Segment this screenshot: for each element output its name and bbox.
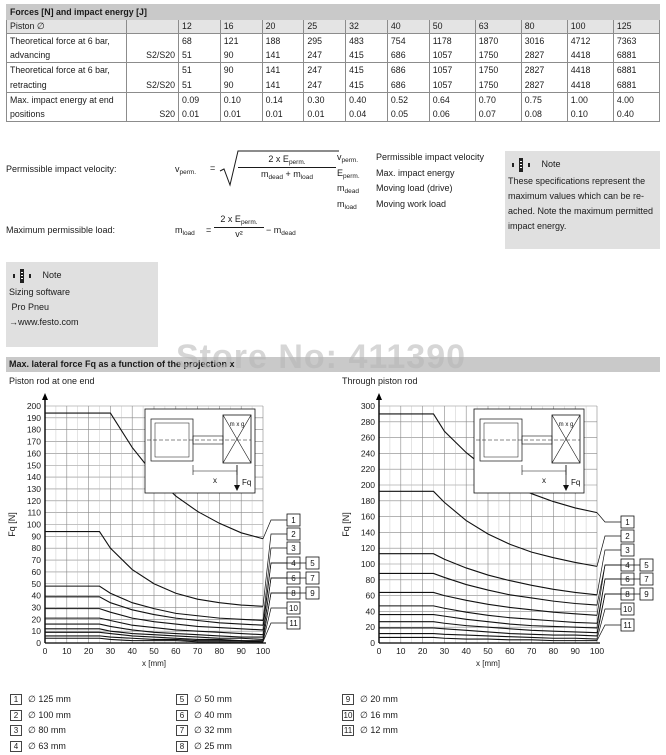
table-cell: 121 — [220, 34, 262, 49]
table-cell: 4.00 — [613, 92, 659, 107]
table-cell: 51 — [179, 48, 221, 63]
chart-section-title: Max. lateral force Fq as a function of the projection x — [6, 357, 660, 372]
max-load-label: Maximum permissible load: — [6, 225, 116, 235]
info-icon — [12, 269, 32, 283]
symbol-description: Max. impact energy — [376, 167, 455, 178]
piston-size: 125 — [613, 19, 659, 34]
y-axis-label: Fq [N] — [7, 512, 17, 537]
y-tick-label: 160 — [360, 511, 375, 522]
x-tick-label: 10 — [396, 646, 406, 656]
y-tick-label: 130 — [26, 483, 41, 494]
piston-size: 32 — [346, 19, 388, 34]
series-label: 6 — [625, 575, 630, 584]
callout-line — [597, 609, 621, 639]
y-tick-label: 20 — [31, 614, 41, 625]
table-cell: 0.09 — [179, 92, 221, 107]
table-cell: 686 — [387, 77, 429, 92]
series-label: 10 — [623, 605, 632, 614]
callout-line — [597, 513, 621, 522]
cylinder-diagram — [145, 409, 255, 493]
x-axis-label: x [mm] — [476, 659, 500, 668]
table-cell: 68 — [179, 34, 221, 49]
table-cell: 0.75 — [521, 92, 567, 107]
table-cell: 1057 — [429, 63, 475, 78]
table-cell: 247 — [304, 48, 346, 63]
table-cell: 6881 — [613, 63, 659, 78]
legend-item — [10, 724, 66, 738]
table-row — [7, 63, 660, 78]
table-cell: 686 — [387, 48, 429, 63]
table-cell: 0.08 — [521, 107, 567, 122]
legend-number: 4 — [10, 741, 22, 752]
note-header-right — [511, 157, 654, 172]
y-tick-label: 220 — [360, 464, 375, 475]
callout-line — [597, 594, 621, 633]
legend-label: ∅ 125 mm — [28, 694, 71, 704]
series-label: 4 — [291, 559, 296, 568]
table-cell: 0.01 — [179, 107, 221, 122]
y-tick-label: 70 — [31, 555, 41, 566]
legend-item — [10, 709, 71, 723]
x-tick-label: 40 — [127, 646, 137, 656]
y-tick-label: 90 — [31, 531, 41, 542]
x-tick-label: 20 — [83, 646, 94, 656]
note-line: maximum values which can be re- — [508, 191, 645, 202]
legend-number: 10 — [343, 710, 353, 720]
table-cell: 0.52 — [387, 92, 429, 107]
info-icon — [511, 158, 531, 172]
legend-label: ∅ 32 mm — [194, 725, 232, 735]
x-axis-label: x [mm] — [142, 659, 166, 668]
series-label: 8 — [291, 589, 296, 598]
table-cell: 0.05 — [387, 107, 429, 122]
table-cell: 247 — [304, 77, 346, 92]
equals-sign-2: = — [206, 225, 212, 235]
legend-item — [10, 693, 71, 707]
legend-item — [342, 693, 398, 707]
x-tick-label: 90 — [570, 646, 580, 656]
note-body-right — [508, 174, 654, 234]
y-tick-label: 140 — [360, 527, 375, 538]
series-label: 7 — [310, 574, 315, 583]
x-tick-label: 80 — [548, 646, 559, 656]
legend-number: 5 — [176, 694, 188, 705]
table-cell: 4418 — [567, 48, 613, 63]
x-tick-label: 100 — [255, 646, 271, 656]
max-load-fraction — [214, 214, 264, 239]
x-tick-label: 40 — [461, 646, 471, 656]
series-label: 10 — [289, 604, 298, 613]
symbol: $m_{load}$ — [337, 198, 357, 211]
legend-number: 2 — [10, 710, 22, 721]
piston-size: 80 — [521, 19, 567, 34]
table-cell: 90 — [220, 48, 262, 63]
x-tick-label: 50 — [483, 646, 493, 656]
series-label: 2 — [625, 532, 630, 541]
y-tick-label: 10 — [31, 626, 41, 637]
series-label: 1 — [625, 518, 630, 527]
x-tick-label: 30 — [105, 646, 116, 656]
table-cell: 7363 — [613, 34, 659, 49]
table-cell: 295 — [304, 34, 346, 49]
series-label: 3 — [625, 546, 630, 555]
piston-size: 16 — [220, 19, 262, 34]
y-tick-label: 120 — [26, 495, 41, 506]
table-row — [7, 48, 660, 63]
diagram-mg-label: m x g — [558, 422, 574, 428]
x-tick-label: 30 — [439, 646, 450, 656]
row-label: Theoretical force at 6 bar, — [7, 34, 127, 49]
series-label: 5 — [310, 559, 315, 568]
y-tick-label: 80 — [31, 543, 41, 554]
table-row — [7, 107, 660, 122]
x-tick-label: 50 — [149, 646, 159, 656]
legend-number: 7 — [176, 725, 188, 736]
piston-size: 40 — [387, 19, 429, 34]
row-modifier: S2/S20 — [127, 48, 179, 63]
legend-label: ∅ 25 mm — [194, 740, 232, 751]
lateral-force-chart-through-rod — [334, 388, 664, 686]
table-cell: 4712 — [567, 34, 613, 49]
table-row — [7, 77, 660, 92]
diagram-x-label: x — [213, 476, 217, 485]
table-row — [7, 92, 660, 107]
y-tick-label: 60 — [365, 590, 375, 601]
table-cell: 0.30 — [304, 92, 346, 107]
note-body-left — [9, 285, 152, 330]
table-cell: 1057 — [429, 48, 475, 63]
load-minus-term: − $m_{dead}$ — [266, 225, 296, 237]
note-title-right: Note — [541, 159, 561, 170]
legend-number: 8 — [176, 741, 188, 752]
table-cell: 686 — [387, 63, 429, 78]
piston-size: 63 — [475, 19, 521, 34]
x-tick-label: 0 — [42, 646, 48, 656]
y-tick-label: 280 — [360, 416, 375, 427]
x-tick-label: 70 — [526, 646, 537, 656]
legend-number: 11 — [343, 726, 353, 735]
row-label: positions — [7, 107, 127, 122]
lateral-force-chart-one-end — [0, 388, 330, 686]
piston-size: 20 — [262, 19, 304, 34]
table-cell: 2827 — [521, 63, 567, 78]
legend-item — [342, 709, 398, 723]
table-cell: 1750 — [475, 63, 521, 78]
table-cell: 0.01 — [304, 107, 346, 122]
table-cell: 51 — [179, 63, 221, 78]
table-cell: 1057 — [429, 77, 475, 92]
table-cell: 90 — [220, 63, 262, 78]
y-tick-label: 180 — [26, 424, 41, 435]
y-tick-label: 30 — [31, 602, 41, 613]
y-tick-label: 160 — [26, 448, 41, 459]
piston-size: 12 — [179, 19, 221, 34]
series-label: 7 — [644, 575, 649, 584]
y-tick-label: 200 — [26, 401, 41, 411]
table-cell: 0.14 — [262, 92, 304, 107]
y-tick-label: 200 — [360, 480, 375, 490]
symbol: $v_{perm.}$ — [337, 152, 359, 164]
table-cell: 141 — [262, 77, 304, 92]
series-label: 8 — [625, 590, 630, 599]
legend-label: ∅ 40 mm — [194, 709, 232, 720]
y-tick-label: 20 — [365, 622, 375, 633]
piston-size: 100 — [567, 19, 613, 34]
impact-denominator: $m_{dead} + m_{load}$ — [260, 169, 314, 181]
y-tick-label: 110 — [27, 507, 41, 518]
symbol-description: Moving load (drive) — [376, 183, 453, 193]
piston-size: 25 — [304, 19, 346, 34]
max-load-lhs: $m_{load}$ — [175, 225, 195, 237]
table-cell: 1178 — [429, 34, 475, 49]
table-cell: 0.01 — [262, 107, 304, 122]
symbol-description: Moving work load — [376, 198, 447, 209]
table-cell: 1750 — [475, 77, 521, 92]
table-cell: 0.10 — [220, 92, 262, 107]
y-axis-arrow — [42, 393, 48, 400]
row-modifier — [127, 92, 179, 107]
table-cell: 3016 — [521, 34, 567, 49]
row-label: Theoretical force at 6 bar, — [7, 63, 127, 78]
y-axis-label: Fq [N] — [341, 512, 351, 537]
row-label: advancing — [7, 48, 127, 63]
legend-label: ∅ 80 mm — [28, 725, 66, 735]
table-cell: 0.10 — [567, 107, 613, 122]
legend-label: ∅ 12 mm — [360, 725, 398, 735]
load-denominator: v² — [235, 229, 243, 239]
chart-title-right: Through piston rod — [342, 376, 418, 386]
row-modifier — [127, 34, 179, 49]
legend-label: ∅ 50 mm — [194, 694, 232, 704]
legend-item — [176, 709, 232, 723]
forces-table-title-row — [7, 5, 660, 20]
y-tick-label: 120 — [360, 543, 375, 554]
symbol: $E_{perm.}$ — [337, 167, 360, 180]
note-box-left — [6, 262, 158, 347]
x-tick-label: 100 — [589, 646, 605, 656]
table-cell: 415 — [346, 63, 388, 78]
impact-numerator: 2 x $E_{perm.}$ — [238, 154, 336, 168]
chart-title-left: Piston rod at one end — [9, 376, 95, 386]
series-label: 2 — [291, 530, 296, 539]
y-tick-label: 0 — [370, 638, 375, 648]
series-label: 6 — [291, 574, 296, 583]
y-tick-label: 300 — [360, 401, 375, 411]
table-cell: 141 — [262, 48, 304, 63]
table-cell: 247 — [304, 63, 346, 78]
forces-table — [6, 4, 660, 122]
y-tick-label: 260 — [360, 432, 375, 443]
callout-line — [263, 520, 287, 539]
callout-line — [597, 625, 621, 641]
impact-velocity-label: Permissible impact velocity: — [6, 164, 117, 174]
legend-number: 6 — [176, 710, 188, 721]
callout-line — [597, 536, 621, 566]
legend-label: ∅ 20 mm — [360, 694, 398, 704]
x-tick-label: 60 — [505, 646, 515, 656]
row-modifier: S20 — [127, 107, 179, 122]
legend-item — [176, 693, 232, 707]
table-cell: 0.06 — [429, 107, 475, 122]
table-cell: 6881 — [613, 77, 659, 92]
table-cell: 1750 — [475, 48, 521, 63]
series-label: 9 — [310, 589, 315, 598]
cylinder-diagram — [474, 409, 584, 493]
y-tick-label: 40 — [31, 590, 41, 601]
x-tick-label: 70 — [192, 646, 203, 656]
equals-sign: = — [210, 163, 216, 173]
piston-mod-cell — [127, 19, 179, 34]
piston-label: Piston ∅ — [7, 19, 127, 34]
series-label: 3 — [291, 544, 296, 553]
impact-velocity-lhs: $v_{perm.}$ — [175, 164, 197, 176]
x-tick-label: 0 — [376, 646, 382, 656]
diagram-fq-label: Fq — [571, 478, 581, 487]
note-line: These specifications represent the — [508, 176, 646, 187]
table-cell: 0.07 — [475, 107, 521, 122]
y-tick-label: 140 — [26, 472, 41, 483]
table-row — [7, 34, 660, 49]
y-axis-arrow — [376, 393, 382, 400]
series-label: 1 — [291, 516, 296, 525]
y-tick-label: 180 — [360, 495, 375, 506]
note-title-left: Note — [42, 270, 62, 281]
y-tick-label: 170 — [26, 436, 41, 447]
series-label: 11 — [289, 619, 298, 628]
piston-row — [7, 19, 660, 34]
piston-size: 50 — [429, 19, 475, 34]
table-cell: 51 — [179, 77, 221, 92]
row-label: Max. impact energy at end — [7, 92, 127, 107]
table-cell: 1.00 — [567, 92, 613, 107]
legend-label: ∅ 16 mm — [360, 709, 398, 720]
note-box-right — [505, 151, 660, 249]
legend-item — [176, 740, 232, 754]
x-tick-label: 90 — [236, 646, 246, 656]
diagram-x-label: x — [542, 476, 546, 485]
table-cell: 483 — [346, 34, 388, 49]
table-cell: 0.64 — [429, 92, 475, 107]
table-cell: 188 — [262, 34, 304, 49]
table-cell: 0.70 — [475, 92, 521, 107]
y-tick-label: 60 — [31, 566, 41, 577]
note-link-festo[interactable]: →www.festo.com — [9, 317, 79, 328]
table-cell: 4418 — [567, 63, 613, 78]
table-cell: 415 — [346, 77, 388, 92]
row-modifier — [127, 63, 179, 78]
load-numerator: 2 x $E_{perm.}$ — [214, 214, 264, 228]
series-label: 5 — [644, 561, 649, 570]
watermark: Store No: 411390 — [176, 338, 467, 376]
note-line: Sizing software — [9, 287, 71, 298]
table-cell: 0.40 — [346, 92, 388, 107]
callout-line — [597, 565, 621, 605]
y-tick-label: 190 — [26, 412, 41, 423]
note-line: ached. Note the maximum permitted — [508, 206, 654, 217]
table-cell: 754 — [387, 34, 429, 49]
legend-number: 9 — [342, 694, 354, 705]
y-tick-label: 0 — [36, 638, 41, 648]
impact-velocity-fraction — [238, 154, 336, 181]
legend-item — [176, 724, 232, 738]
y-tick-label: 80 — [365, 574, 375, 585]
y-tick-label: 40 — [365, 606, 375, 617]
table-cell: 90 — [220, 77, 262, 92]
note-header-left — [12, 268, 152, 283]
note-line: Pro Pneu — [9, 302, 50, 313]
table-cell: 415 — [346, 48, 388, 63]
legend-item — [10, 740, 66, 754]
symbol: $m_{dead}$ — [337, 183, 359, 195]
legend-item — [342, 724, 398, 738]
x-tick-label: 60 — [171, 646, 181, 656]
diagram-mg-label: m x g — [229, 422, 245, 428]
table-cell: 0.01 — [220, 107, 262, 122]
table-cell: 141 — [262, 63, 304, 78]
y-tick-label: 50 — [31, 578, 41, 589]
x-tick-label: 80 — [214, 646, 225, 656]
y-tick-label: 100 — [26, 519, 41, 530]
table-cell: 4418 — [567, 77, 613, 92]
x-tick-label: 10 — [62, 646, 72, 656]
series-label: 9 — [644, 590, 649, 599]
series-label: 4 — [625, 561, 630, 570]
diagram-fq-label: Fq — [242, 478, 252, 487]
legend-label: ∅ 63 mm — [28, 740, 66, 751]
row-modifier: S2/S20 — [127, 77, 179, 92]
symbol-description: Permissible impact velocity — [376, 152, 485, 162]
table-cell: 0.40 — [613, 107, 659, 122]
table-cell: 0.04 — [346, 107, 388, 122]
y-tick-label: 240 — [360, 448, 375, 459]
note-line: impact energy. — [508, 221, 567, 232]
forces-table-body — [7, 5, 660, 122]
y-tick-label: 100 — [360, 559, 375, 569]
legend-label: ∅ 100 mm — [28, 709, 71, 720]
table-cell: 6881 — [613, 48, 659, 63]
row-label: retracting — [7, 77, 127, 92]
legend-number: 3 — [10, 725, 22, 736]
series-label: 11 — [623, 621, 632, 630]
table-cell: 1870 — [475, 34, 521, 49]
forces-table-title: Forces [N] and impact energy [J] — [7, 5, 660, 20]
table-cell: 2827 — [521, 48, 567, 63]
x-tick-label: 20 — [417, 646, 428, 656]
legend-number: 1 — [10, 694, 22, 705]
y-tick-label: 150 — [26, 460, 41, 471]
table-cell: 2827 — [521, 77, 567, 92]
